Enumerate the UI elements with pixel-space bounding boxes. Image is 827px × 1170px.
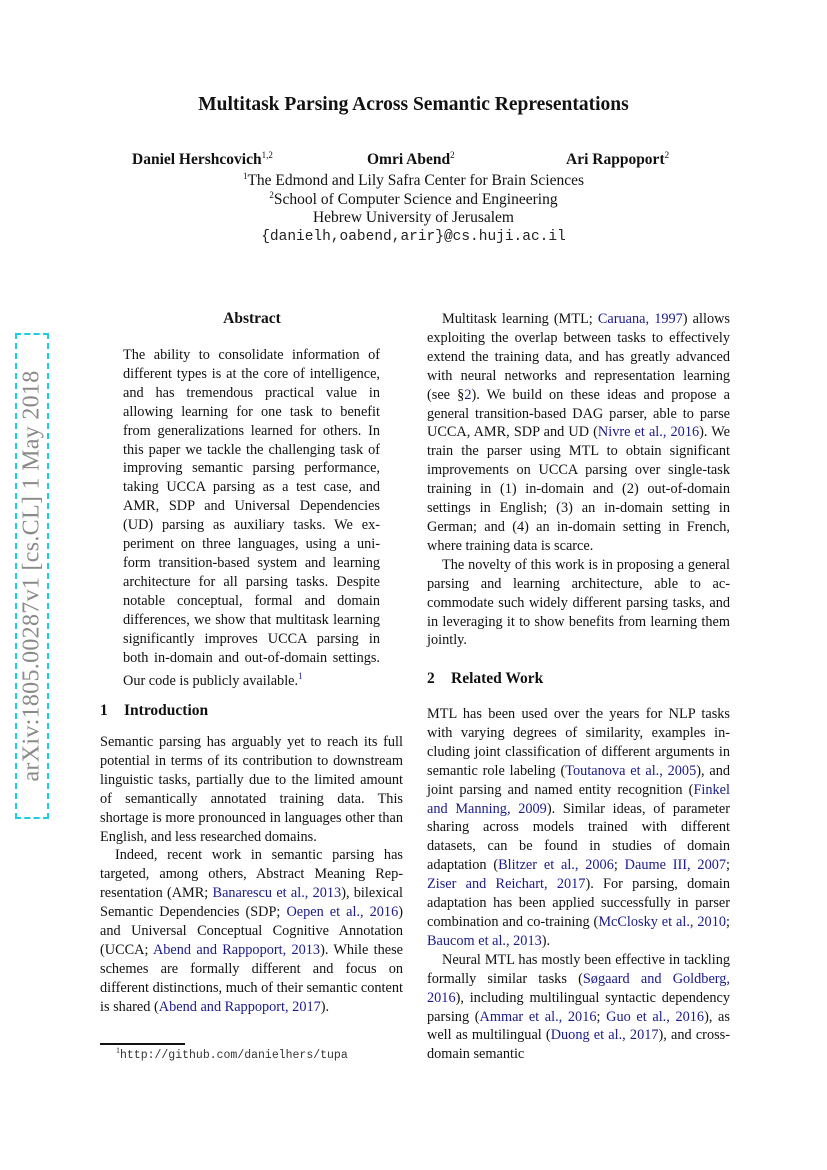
paragraph: Indeed, recent work in semantic parsing has targeted, among others, Abstract Meaning Representation (AMR; Banarescu et al., 2013), bilexical Semantic Dependencies (SDP; Oepen et al., 2016) and Universal Conceptual Cognitive Annotation (UCCA; Abend and Rappoport, 2013). While these schemes are formally different and focus on different distinctions, much of their semantic content is shared (Abend and Rappoport, 2017). [100,847,403,1015]
paragraph: Neural MTL has mostly been effective in tackling formally similar tasks (Søgaard and Goldberg, 2016), including multilingual syntactic dependency parsing (Ammar et al., 2016; Guo et al., 2016), as well as multilingual (Duong et al., 2017), and cross-domain semantic [427,951,731,1063]
introduction-left-column [100,733,403,1017]
citation-link[interactable]: Nivre et al., 2016 [597,424,700,441]
author: Daniel Hershcovich$^{1,2}$ [132,150,273,169]
citation-link[interactable]: Daume III, 2007 [624,857,727,874]
paragraph: The novelty of this work is in proposing a general parsing and learning architecture, able to accommodate such widely different parsing tasks, and in leveraging it to show benefits from learning them jointly. [427,556,730,649]
paragraph: Semantic parsing has arguably yet to reach its full potential in terms of its contribution to downstream linguistic tasks, partially due to the limited amount of semantically annotated training data. This shortage is more pronounced in languages other than English, and less researched domains. [100,734,403,845]
footnote-url-link[interactable]: http://github.com/danielhers/tupa [120,1048,348,1062]
citation-link[interactable]: Blitzer et al., 2006 [498,857,614,874]
citation-link[interactable]: Søgaard and Goldberg, 2016 [427,970,731,1006]
arxiv-stamp[interactable] [15,333,49,819]
citation-link[interactable]: Finkel and Manning, 2009 [427,781,730,817]
citation-link[interactable]: Ziser and Reichart, 2017 [427,876,586,893]
citation-link[interactable]: Abend and Rappoport, 2013 [152,941,321,958]
paragraph: MTL has been used over the years for NLP tasks with varying degrees of similarity, examples including joint classification of different arguments in semantic role labeling (Toutanova et al., 2005), and joint parsing and named entity recognition (Finkel and Manning, 2009). Similar ideas, of parameter sharing across models trained with different datasets, can be found in studies of domain adaptation (Blitzer et al., 2006; Daume III, 2007; Ziser and Reichart, 2017). For parsing, domain adaptation has been applied successfully in parser combination and co-training (McClosky et al., 2010; Baucom et al., 2013). [427,706,731,949]
citation-link[interactable]: Banarescu et al., 2013 [212,885,342,902]
paragraph: Multitask learning (MTL; Caruana, 1997) allows exploiting the overlap between tasks to effectively extend the training data, and has greatly advanced with neural networks and representation learning (see §2). We build on these ideas and propose a general transition-based DAG parser, able to parse UCCA, AMR, SDP and UD (Nivre et al., 2016). We train the parser using MTL to obtain significant improvements on UCCA parsing over single-task training in (1) in-domain and (2) out-of-domain settings in English; (3) an in-domain setting in German; and (4) an in-domain setting in French, where training data is scarce. [427,311,730,554]
affiliation: $^2$School of Computer Science and Engineering [269,190,558,209]
related-work-column [427,705,730,1064]
section-heading-introduction: 1 Introduction [100,702,209,719]
author: Omri Abend$^2$ [367,150,455,169]
author-emails: {danielh,oabend,arir}@cs.huji.ac.il [261,229,566,245]
paper-title: Multitask Parsing Across Semantic Representations [198,94,629,115]
introduction-right-column [427,310,730,650]
citation-link[interactable]: Toutanova et al., 2005 [565,762,697,779]
footnote: $^1$http://github.com/danielhers/tupa [116,1046,348,1062]
citation-link[interactable]: Ammar et al., 2016 [479,1008,597,1025]
section-ref-link[interactable]: 2 [464,386,472,403]
section-heading-related-work: 2 Related Work [427,670,544,687]
citation-link[interactable]: Baucom et al., 2013 [427,932,542,949]
arxiv-identifier: arXiv:1805.00287v1 [cs.CL] 1 May 2018 [18,370,45,782]
citation-link[interactable]: McClosky et al., 2010 [598,913,727,930]
affiliation: $^1$The Edmond and Lily Safra Center for Brain Sciences [242,171,585,190]
citation-link[interactable]: Duong et al., 2017 [550,1027,659,1044]
footnote-link[interactable]: 1 [298,671,303,682]
affiliation: Hebrew University of Jerusalem [312,209,514,226]
citation-link[interactable]: Caruana, 1997 [597,311,683,327]
footnote-divider [100,1043,185,1045]
citation-link[interactable]: Oepen et al., 2016 [286,904,399,921]
citation-link[interactable]: Abend and Rappoport, 2017 [158,998,321,1015]
author: Ari Rappoport$^2$ [566,150,670,169]
abstract-heading: Abstract [223,310,281,327]
abstract-body: The ability to consolidate information of different types is at the core of intelligence, and has tremendous practical value in allowing learning for one task to benefit from generalizations learned for others. In this paper we tackle the challenging task of improving semantic parsing performance, taking UCCA parsing as a test case, and AMR, SDP and Universal Dependencies (UD) parsing as auxiliary tasks. We experiment on three languages, using a uniform transition-based system and learning architecture for all parsing tasks. Despite notable conceptual, formal and domain differences, we show that multitask learning significantly improves UCCA parsing in both in-domain and out-of-domain settings. Our code is publicly available.$^1$ [123,347,380,690]
citation-link[interactable]: Guo et al., 2016 [606,1008,705,1025]
